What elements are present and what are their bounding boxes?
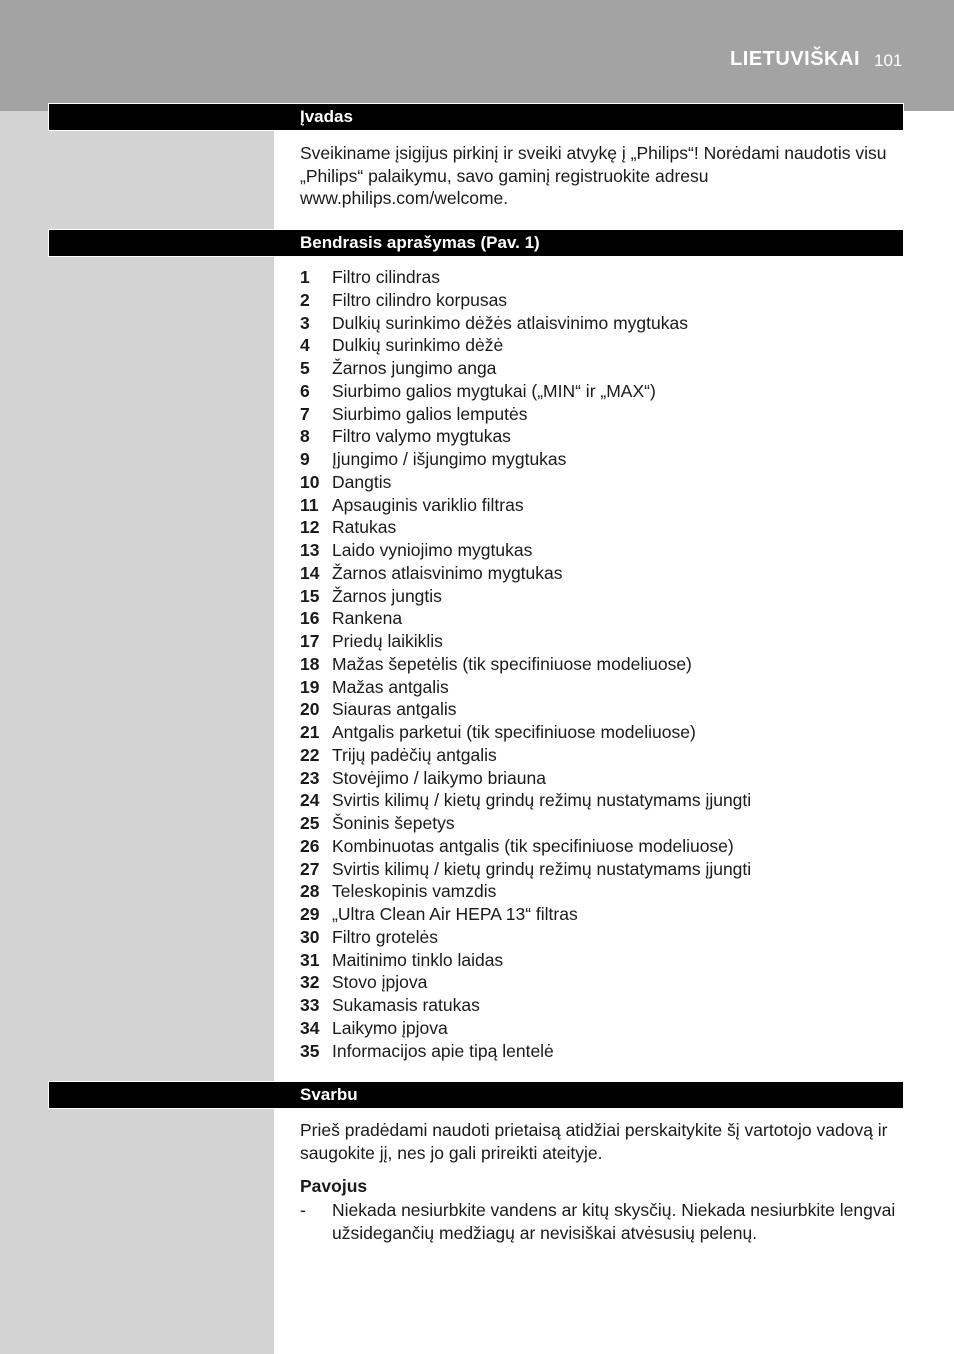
list-item bbox=[300, 880, 904, 903]
danger-heading: Pavojus bbox=[300, 1176, 368, 1196]
item-text: Maitinimo tinklo laidas bbox=[332, 949, 504, 970]
item-text: „Ultra Clean Air HEPA 13“ filtras bbox=[332, 904, 578, 924]
item-text: Teleskopinis vamzdis bbox=[332, 881, 497, 902]
item-number: 5 bbox=[300, 358, 310, 378]
list-item bbox=[300, 289, 904, 312]
list-item bbox=[300, 949, 904, 972]
item-text: Filtro cilindro korpusas bbox=[332, 289, 508, 310]
item-number: 18 bbox=[300, 653, 320, 674]
item-number: 20 bbox=[300, 699, 320, 720]
list-item bbox=[300, 539, 904, 562]
item-text: Kombinuotas antgalis (tik specifiniuose modeliuose) bbox=[332, 835, 734, 856]
page-number: 101 bbox=[874, 51, 903, 70]
list-item bbox=[300, 403, 904, 426]
item-text: Dulkių surinkimo dėžės atlaisvinimo mygtukas bbox=[332, 312, 688, 333]
item-number: 1 bbox=[300, 267, 310, 287]
item-number: 29 bbox=[300, 904, 320, 924]
item-text: Apsauginis variklio filtras bbox=[332, 494, 524, 515]
item-number: 15 bbox=[300, 585, 320, 606]
item-number: 4 bbox=[300, 335, 310, 356]
item-text: Informacijos apie tipą lentelė bbox=[332, 1040, 554, 1061]
list-item bbox=[300, 630, 904, 653]
section-header-overview bbox=[48, 229, 904, 257]
item-text: Rankena bbox=[332, 608, 403, 629]
item-number: 7 bbox=[300, 403, 310, 424]
item-number: 12 bbox=[300, 517, 320, 538]
item-text: Laido vyniojimo mygtukas bbox=[332, 540, 533, 560]
list-item bbox=[300, 835, 904, 858]
side-margin-panel bbox=[0, 111, 274, 1354]
item-number: 24 bbox=[300, 790, 320, 811]
list-item bbox=[300, 971, 904, 994]
item-text: Filtro cilindras bbox=[332, 267, 440, 287]
item-text: Žarnos jungimo anga bbox=[332, 358, 497, 378]
list-item bbox=[300, 1040, 904, 1063]
list-item bbox=[300, 562, 904, 585]
item-text: Svirtis kilimų / kietų grindų režimų nustatymams įjungti bbox=[332, 858, 752, 879]
item-number: 9 bbox=[300, 449, 310, 469]
item-number: 16 bbox=[300, 608, 320, 629]
item-number: 27 bbox=[300, 858, 320, 879]
item-text: Trijų padėčių antgalis bbox=[332, 744, 497, 765]
section-title-overview: Bendrasis aprašymas (Pav. 1) bbox=[300, 233, 540, 252]
section-title-important: Svarbu bbox=[300, 1085, 358, 1104]
item-number: 2 bbox=[300, 289, 310, 310]
item-number: 25 bbox=[300, 813, 320, 833]
item-number: 30 bbox=[300, 926, 320, 947]
item-number: 11 bbox=[300, 494, 319, 515]
parts-list bbox=[300, 266, 904, 1062]
list-item bbox=[300, 903, 904, 926]
section-title-intro: Įvadas bbox=[300, 107, 353, 126]
list-item bbox=[300, 858, 904, 881]
item-number: 6 bbox=[300, 380, 310, 401]
list-item bbox=[300, 812, 904, 835]
item-number: 23 bbox=[300, 767, 320, 788]
danger-item-text: Niekada nesiurbkite vandens ar kitų skysčių. Niekada nesiurbkite lengvai užsidegančių medžiagų ar nevisiškai atvėsusių pelenų. bbox=[332, 1200, 896, 1243]
list-item bbox=[300, 721, 904, 744]
item-number: 17 bbox=[300, 631, 320, 651]
list-item bbox=[300, 926, 904, 949]
list-item bbox=[300, 676, 904, 699]
item-text: Dangtis bbox=[332, 471, 392, 492]
item-number: 28 bbox=[300, 881, 320, 902]
item-text: Svirtis kilimų / kietų grindų režimų nustatymams įjungti bbox=[332, 790, 752, 811]
item-number: 14 bbox=[300, 562, 320, 583]
list-item bbox=[300, 448, 904, 471]
item-number: 13 bbox=[300, 540, 320, 560]
item-number: 32 bbox=[300, 972, 320, 993]
list-item bbox=[300, 994, 904, 1017]
list-item bbox=[300, 607, 904, 630]
item-text: Ratukas bbox=[332, 517, 397, 538]
section-header-important bbox=[48, 1081, 904, 1109]
item-text: Stovo įpjova bbox=[332, 972, 428, 993]
important-paragraph: Prieš pradėdami naudoti prietaisą atidžiai perskaitykite šį vartotojo vadovą ir saugokite jį, nes jo gali prireikti ateityje. bbox=[300, 1120, 888, 1163]
item-text: Filtro valymo mygtukas bbox=[332, 426, 511, 447]
list-item bbox=[300, 266, 904, 289]
item-text: Mažas šepetėlis (tik specifiniuose modeliuose) bbox=[332, 653, 692, 674]
item-text: Įjungimo / išjungimo mygtukas bbox=[332, 449, 567, 469]
item-number: 3 bbox=[300, 312, 310, 333]
item-text: Laikymo įpjova bbox=[332, 1017, 448, 1038]
list-item bbox=[300, 1017, 904, 1040]
list-item bbox=[300, 380, 904, 403]
item-text: Siurbimo galios lemputės bbox=[332, 403, 528, 424]
danger-list-item bbox=[300, 1199, 904, 1244]
item-text: Antgalis parketui (tik specifiniuose modeliuose) bbox=[332, 722, 696, 742]
section-header-intro bbox=[48, 103, 904, 131]
list-item bbox=[300, 471, 904, 494]
item-text: Mažas antgalis bbox=[332, 676, 449, 697]
intro-paragraph: Sveikiname įsigijus pirkinį ir sveiki atvykę į „Philips“! Norėdami naudotis visu „Philips“ palaikymu, savo gaminį registruokite adresu www.philips.com/welcome. bbox=[300, 143, 887, 208]
item-number: 19 bbox=[300, 676, 320, 697]
item-number: 10 bbox=[300, 471, 320, 492]
list-item bbox=[300, 357, 904, 380]
item-number: 35 bbox=[300, 1040, 320, 1061]
list-item bbox=[300, 334, 904, 357]
language-title: LIETUVIŠKAI bbox=[730, 48, 860, 70]
item-number: 22 bbox=[300, 744, 320, 765]
item-number: 26 bbox=[300, 835, 320, 856]
item-number: 21 bbox=[300, 722, 320, 742]
item-text: Filtro grotelės bbox=[332, 926, 439, 947]
list-item bbox=[300, 585, 904, 608]
item-number: 31 bbox=[300, 949, 320, 970]
item-number: 33 bbox=[300, 995, 320, 1015]
list-item bbox=[300, 789, 904, 812]
item-text: Žarnos atlaisvinimo mygtukas bbox=[332, 562, 563, 583]
list-item bbox=[300, 698, 904, 721]
item-text: Žarnos jungtis bbox=[332, 585, 442, 606]
item-number: 8 bbox=[300, 426, 310, 447]
list-item bbox=[300, 516, 904, 539]
list-item bbox=[300, 494, 904, 517]
list-item bbox=[300, 425, 904, 448]
list-dash: - bbox=[300, 1200, 306, 1220]
item-text: Siauras antgalis bbox=[332, 699, 457, 720]
item-text: Sukamasis ratukas bbox=[332, 995, 480, 1015]
list-item bbox=[300, 767, 904, 790]
item-text: Šoninis šepetys bbox=[332, 813, 455, 833]
list-item bbox=[300, 653, 904, 676]
list-item bbox=[300, 744, 904, 767]
item-text: Siurbimo galios mygtukai („MIN“ ir „MAX“) bbox=[332, 380, 656, 401]
list-item bbox=[300, 312, 904, 335]
item-text: Stovėjimo / laikymo briauna bbox=[332, 767, 546, 788]
item-number: 34 bbox=[300, 1017, 320, 1038]
item-text: Dulkių surinkimo dėžė bbox=[332, 335, 504, 356]
item-text: Priedų laikiklis bbox=[332, 631, 443, 651]
